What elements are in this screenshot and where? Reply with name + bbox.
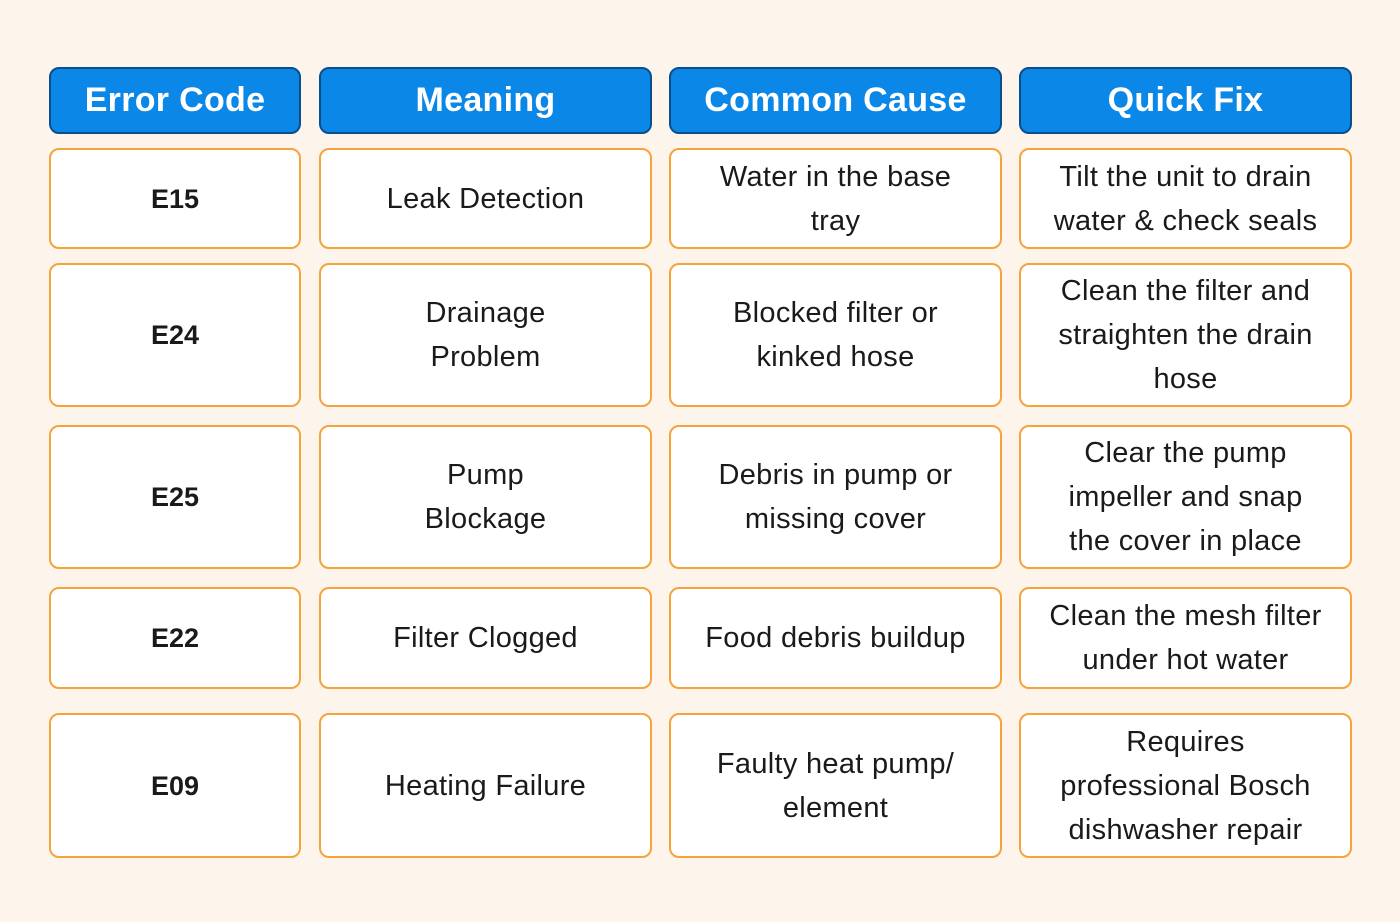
quick-fix-cell: Clean the mesh filter under hot water [1019,587,1352,689]
header-meaning: Meaning [319,67,652,134]
common-cause-cell: Faulty heat pump/ element [669,713,1002,858]
error-code-cell: E24 [49,263,301,407]
header-quick-fix: Quick Fix [1019,67,1352,134]
quick-fix-cell: Clear the pump impeller and snap the cover in place [1019,425,1352,569]
header-error-code: Error Code [49,67,301,134]
quick-fix-cell: Requires professional Bosch dishwasher repair [1019,713,1352,858]
common-cause-cell: Blocked filter or kinked hose [669,263,1002,407]
quick-fix-cell: Clean the filter and straighten the drain hose [1019,263,1352,407]
common-cause-cell: Debris in pump or missing cover [669,425,1002,569]
meaning-cell: Drainage Problem [319,263,652,407]
meaning-cell: Heating Failure [319,713,652,858]
error-code-cell: E09 [49,713,301,858]
meaning-cell: Pump Blockage [319,425,652,569]
quick-fix-cell: Tilt the unit to drain water & check seals [1019,148,1352,249]
error-code-cell: E22 [49,587,301,689]
error-code-cell: E15 [49,148,301,249]
error-code-cell: E25 [49,425,301,569]
meaning-cell: Filter Clogged [319,587,652,689]
common-cause-cell: Food debris buildup [669,587,1002,689]
common-cause-cell: Water in the base tray [669,148,1002,249]
header-common-cause: Common Cause [669,67,1002,134]
meaning-cell: Leak Detection [319,148,652,249]
